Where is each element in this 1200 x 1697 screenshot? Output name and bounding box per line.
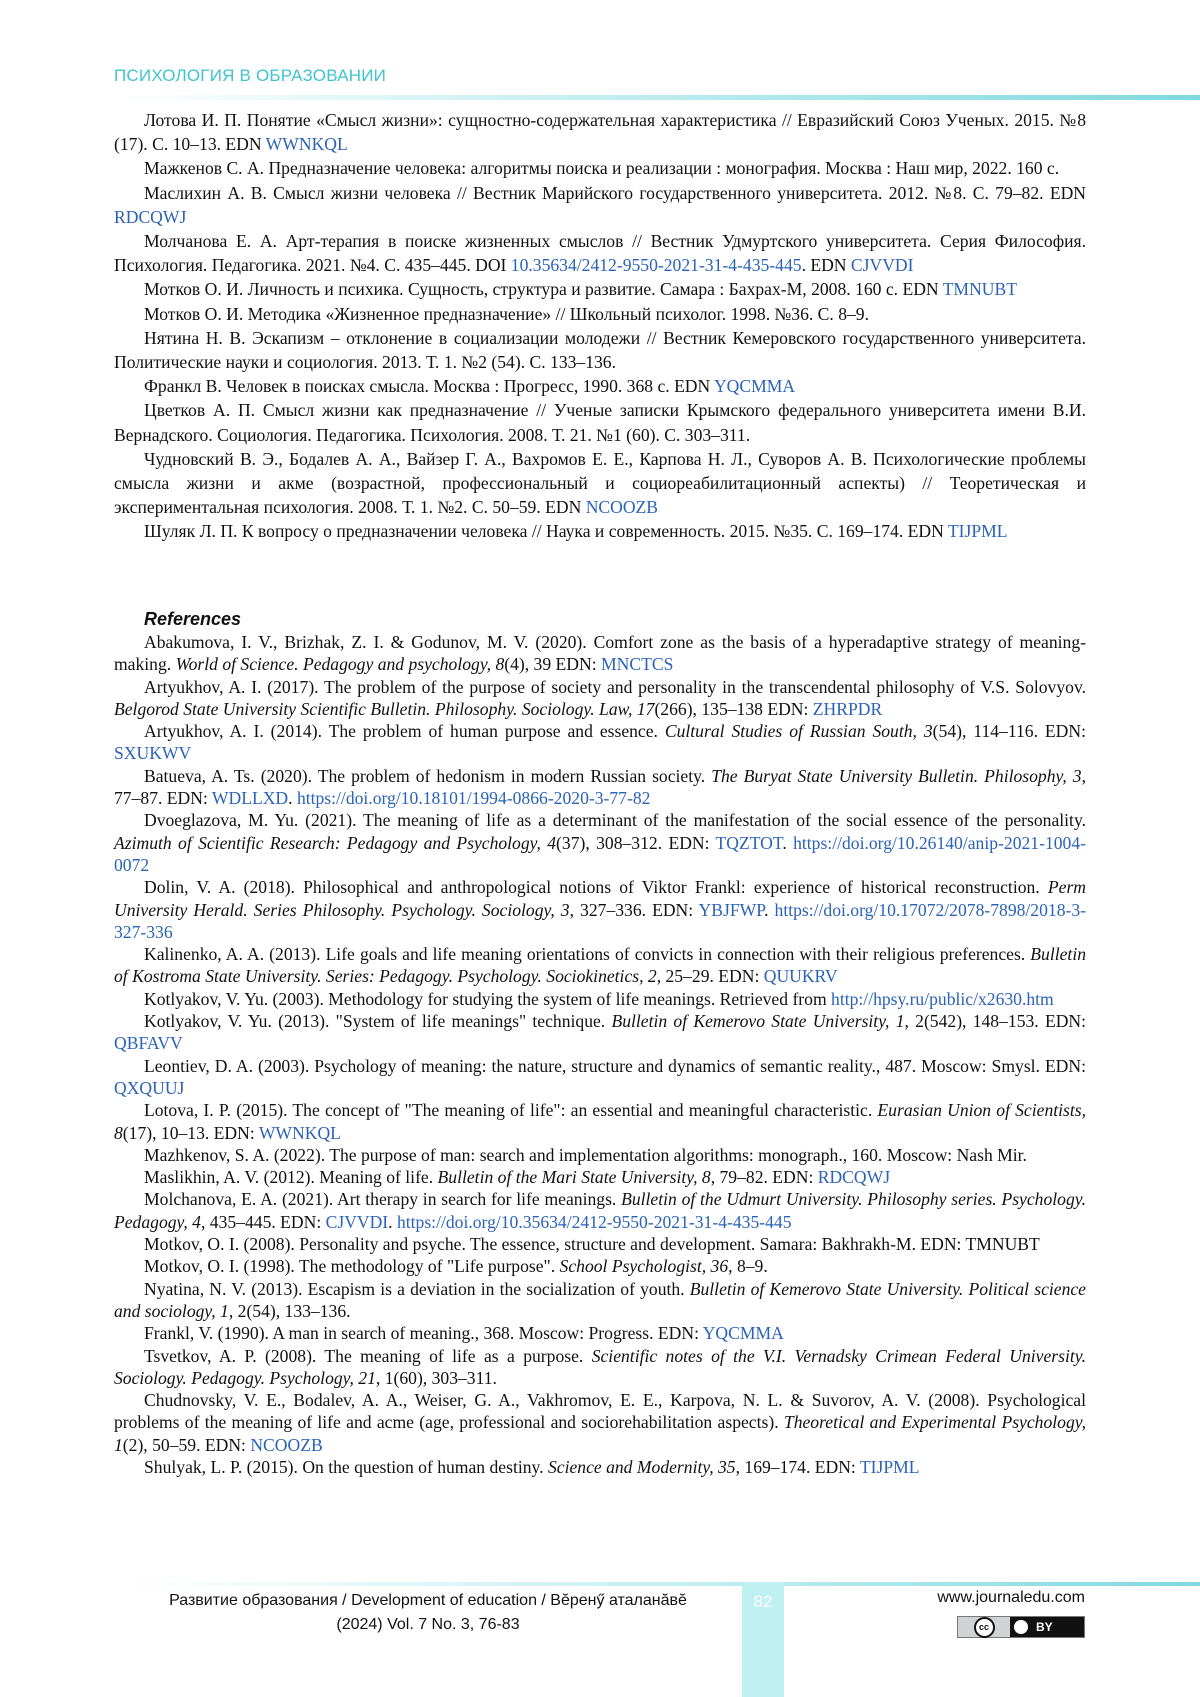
reference-entry bbox=[114, 1255, 1086, 1277]
reference-entry bbox=[114, 1278, 1086, 1323]
reference-text: , 435–445. EDN: bbox=[201, 1212, 326, 1232]
reference-link[interactable]: WWNKQL bbox=[266, 134, 348, 154]
reference-text: Mazhkenov, S. A. (2022). The purpose of man: search and implementation algorithms: monograph., 160. Moscow: Nash Mir. bbox=[144, 1145, 1027, 1165]
reference-source: School Psychologist, 36 bbox=[560, 1256, 729, 1276]
journal-name: Развитие образования / Development of education / Вĕренӳ аталанăвĕ bbox=[114, 1589, 742, 1613]
reference-entry bbox=[114, 181, 1086, 229]
reference-text: Kalinenko, A. A. (2013). Life goals and life meaning orientations of convicts in connection with their religious preferences. bbox=[144, 944, 1030, 964]
cc-by-license-badge[interactable] bbox=[957, 1616, 1085, 1638]
reference-link[interactable]: ZHRPDR bbox=[813, 699, 882, 719]
reference-entry bbox=[114, 988, 1086, 1010]
reference-link[interactable]: TMNUBT bbox=[943, 279, 1017, 299]
header-divider bbox=[114, 95, 1200, 100]
cc-icon: cc bbox=[974, 1617, 995, 1638]
reference-text: Motkov, O. I. (1998). The methodology of "Life purpose". bbox=[144, 1256, 560, 1276]
english-references bbox=[114, 607, 1086, 1478]
reference-link[interactable]: RDCQWJ bbox=[818, 1167, 890, 1187]
reference-text: Kotlyakov, V. Yu. (2003). Methodology for studying the system of life meanings. Retrieved from bbox=[144, 989, 831, 1009]
reference-text: Leontiev, D. A. (2003). Psychology of meaning: the nature, structure and dynamics of semantic reality., 487. Moscow: Smysl. EDN: bbox=[144, 1056, 1086, 1076]
reference-entry bbox=[114, 1099, 1086, 1144]
reference-text: Dolin, V. A. (2018). Philosophical and anthropological notions of Viktor Frankl: experience of historical reconstruction. bbox=[144, 877, 1048, 897]
reference-entry bbox=[114, 1345, 1086, 1390]
reference-text: . bbox=[288, 788, 297, 808]
reference-source: Bulletin of Kostroma State University. Series: Pedagogy. Psychology. Sociokinetics, 2 bbox=[114, 944, 1086, 986]
reference-entry bbox=[114, 398, 1086, 446]
reference-entry bbox=[114, 1456, 1086, 1478]
reference-source: World of Science. Pedagogy and psychology, 8 bbox=[176, 654, 505, 674]
reference-link[interactable]: TQZTOT bbox=[716, 833, 783, 853]
reference-link[interactable]: WDLLXD bbox=[212, 788, 288, 808]
reference-source: The Buryat State University Bulletin. Philosophy, 3 bbox=[711, 766, 1081, 786]
reference-source: Science and Modernity, 35 bbox=[548, 1457, 736, 1477]
reference-source: Theoretical and Experimental Psychology, 1 bbox=[114, 1412, 1086, 1454]
reference-link[interactable]: TIJPML bbox=[860, 1457, 920, 1477]
cc-logo bbox=[958, 1617, 1010, 1637]
reference-text: Франкл В. Человек в поисках смысла. Москва : Прогресс, 1990. 368 с. EDN bbox=[144, 376, 714, 396]
reference-source: Scientific notes of the V.I. Vernadsky Crimean Federal University. Sociology. Pedagogy. Psychology, 21 bbox=[114, 1346, 1086, 1388]
reference-entry bbox=[114, 374, 1086, 398]
reference-text: Artyukhov, A. I. (2017). The problem of the purpose of society and personality in the transcendental philosophy of V.S. Solovyov. bbox=[144, 677, 1086, 697]
reference-link[interactable]: NCOOZB bbox=[586, 497, 658, 517]
reference-text: , 2(542), 148–153. EDN: bbox=[905, 1011, 1087, 1031]
reference-text: Tsvetkov, A. P. (2008). The meaning of life as a purpose. bbox=[144, 1346, 592, 1366]
reference-text: , 2(54), 133–136. bbox=[229, 1301, 351, 1321]
reference-text: (4), 39 EDN: bbox=[504, 654, 601, 674]
reference-text: . bbox=[782, 833, 793, 853]
reference-text: Batueva, A. Ts. (2020). The problem of hedonism in modern Russian society. bbox=[144, 766, 711, 786]
reference-text: Artyukhov, A. I. (2014). The problem of human purpose and essence. bbox=[144, 721, 665, 741]
references-heading: References bbox=[144, 607, 1086, 631]
reference-entry bbox=[114, 1144, 1086, 1166]
reference-text: (2), 50–59. EDN: bbox=[123, 1435, 251, 1455]
reference-entry bbox=[114, 676, 1086, 721]
reference-text: Чудновский В. Э., Бодалев А. А., Вайзер Г. А., Вахромов Е. Е., Карпова Н. Л., Суворов А. В. Психологические проблемы смысла жизни и акме (возрастной, профессиональный и социореабилитационный аспекты) // Теоретическая и экспериментальная психология. 2008. Т. 1. №2. С. 50–59. EDN bbox=[114, 449, 1086, 517]
reference-link[interactable]: WWNKQL bbox=[259, 1123, 341, 1143]
reference-source: Eurasian Union of Scientists, 8 bbox=[114, 1100, 1086, 1142]
reference-text: Kotlyakov, V. Yu. (2013). "System of life meanings" technique. bbox=[144, 1011, 611, 1031]
reference-text: Lotova, I. P. (2015). The concept of "The meaning of life": an essential and meaningful characteristic. bbox=[144, 1100, 877, 1120]
reference-text: Nyatina, N. V. (2013). Escapism is a deviation in the socialization of youth. bbox=[144, 1279, 690, 1299]
reference-text: Maslikhin, A. V. (2012). Meaning of life. bbox=[144, 1167, 438, 1187]
reference-entry bbox=[114, 765, 1086, 810]
reference-entry bbox=[114, 809, 1086, 876]
section-title: ПСИХОЛОГИЯ В ОБРАЗОВАНИИ bbox=[114, 66, 386, 86]
reference-source: Cultural Studies of Russian South, 3 bbox=[665, 721, 933, 741]
reference-text: Мотков О. И. Методика «Жизненное предназначение» // Школьный психолог. 1998. №36. С. 8–9. bbox=[144, 304, 869, 324]
reference-link[interactable]: NCOOZB bbox=[250, 1435, 322, 1455]
reference-text: . bbox=[388, 1212, 397, 1232]
website-link[interactable]: www.journaledu.com bbox=[937, 1589, 1085, 1607]
reference-entry bbox=[114, 1233, 1086, 1255]
reference-source: Bulletin of Kemerovo State University, 1 bbox=[611, 1011, 904, 1031]
reference-entry bbox=[114, 229, 1086, 277]
reference-link[interactable]: http://hpsy.ru/public/x2630.htm bbox=[831, 989, 1054, 1009]
reference-text: Dvoeglazova, M. Yu. (2021). The meaning of life as a determinant of the manifestation of the social essence of the personality. bbox=[144, 810, 1086, 830]
doi-link[interactable]: https://doi.org/10.18101/1994-0866-2020-3-77-82 bbox=[297, 788, 651, 808]
reference-link[interactable]: QUUKRV bbox=[764, 966, 838, 986]
reference-entry bbox=[114, 277, 1086, 301]
reference-link[interactable]: 10.35634/2412-9550-2021-31-4-435-445 bbox=[511, 255, 802, 275]
reference-entry bbox=[114, 1322, 1086, 1344]
reference-source: Bulletin of the Udmurt University. Philosophy series. Psychology. Pedagogy, 4 bbox=[114, 1189, 1086, 1231]
reference-source: Bulletin of Kemerovo State University. Political science and sociology, 1 bbox=[114, 1279, 1086, 1321]
reference-link[interactable]: RDCQWJ bbox=[114, 207, 186, 227]
reference-text: . bbox=[764, 900, 774, 920]
reference-text: Molchanova, E. A. (2021). Art therapy in search for life meanings. bbox=[144, 1189, 621, 1209]
reference-entry bbox=[114, 519, 1086, 543]
reference-entry bbox=[114, 720, 1086, 765]
reference-entry bbox=[114, 1166, 1086, 1188]
reference-entry bbox=[114, 943, 1086, 988]
reference-link[interactable]: YQCMMA bbox=[703, 1323, 784, 1343]
reference-entry bbox=[114, 1389, 1086, 1456]
reference-source: Perm University Herald. Series Philosophy. Psychology. Sociology, 3 bbox=[114, 877, 1086, 919]
doi-link[interactable]: https://doi.org/10.35634/2412-9550-2021-31-4-435-445 bbox=[397, 1212, 792, 1232]
reference-text: , 25–29. EDN: bbox=[657, 966, 764, 986]
reference-text: Мотков О. И. Личность и психика. Сущность, структура и развитие. Самара : Бахрах-М, 2008. 160 с. EDN bbox=[144, 279, 943, 299]
reference-source: Belgorod State University Scientific Bulletin. Philosophy. Sociology. Law, 17 bbox=[114, 699, 654, 719]
reference-entry bbox=[114, 156, 1086, 180]
reference-text: Мажкенов С. А. Предназначение человека: алгоритмы поиска и реализации : монография. Москва : Наш мир, 2022. 160 с. bbox=[144, 158, 1059, 178]
reference-text: , 327–336. EDN: bbox=[570, 900, 699, 920]
reference-text: (17), 10–13. EDN: bbox=[123, 1123, 259, 1143]
reference-text: , 79–82. EDN: bbox=[711, 1167, 818, 1187]
reference-link[interactable]: MNCTCS bbox=[601, 654, 673, 674]
reference-entry bbox=[114, 1055, 1086, 1100]
reference-text: Motkov, O. I. (2008). Personality and psyche. The essence, structure and development. Samara: Bakhrakh-M. EDN: TMNUBT bbox=[144, 1234, 1040, 1254]
license-label: BY bbox=[1036, 1620, 1053, 1634]
reference-text: (37), 308–312. EDN: bbox=[556, 833, 716, 853]
reference-text: Shulyak, L. P. (2015). On the question of human destiny. bbox=[144, 1457, 548, 1477]
reference-entry bbox=[114, 1188, 1086, 1233]
reference-text: Цветков А. П. Смысл жизни как предназначение // Ученые записки Крымского федерального университета имени В.И. Вернадского. Социология. Педагогика. Психология. 2008. Т. 21. №1 (60). С. 303–311. bbox=[114, 400, 1086, 444]
journal-citation bbox=[114, 1589, 742, 1637]
reference-link[interactable]: CJVVDI bbox=[326, 1212, 389, 1232]
reference-link[interactable]: QBFAVV bbox=[114, 1033, 183, 1053]
reference-entry bbox=[114, 876, 1086, 943]
reference-text: , 77–87. EDN: bbox=[114, 766, 1086, 808]
reference-entry bbox=[114, 1010, 1086, 1055]
reference-text: Молчанова Е. А. Арт-терапия в поиске жизненных смыслов // Вестник Удмуртского университета. Серия Философия. Психология. Педагогика. 2021. №4. С. 435–445. DOI bbox=[114, 231, 1086, 275]
reference-link[interactable]: TIJPML bbox=[948, 521, 1008, 541]
reference-source: Azimuth of Scientific Research: Pedagogy and Psychology, 4 bbox=[114, 833, 556, 853]
reference-text: Frankl, V. (1990). A man in search of meaning., 368. Moscow: Progress. EDN: bbox=[144, 1323, 703, 1343]
reference-link[interactable]: CJVVDI bbox=[851, 255, 914, 275]
reference-entry bbox=[114, 326, 1086, 374]
reference-text: (54), 114–116. EDN: bbox=[933, 721, 1086, 741]
reference-entry bbox=[114, 108, 1086, 156]
russian-references bbox=[114, 108, 1086, 544]
reference-text: Шуляк Л. П. К вопросу о предназначении человека // Наука и современность. 2015. №35. С. 169–174. EDN bbox=[144, 521, 948, 541]
reference-entry bbox=[114, 447, 1086, 520]
reference-link[interactable]: SXUKWV bbox=[114, 743, 191, 763]
reference-text: . EDN bbox=[802, 255, 851, 275]
reference-link[interactable]: QXQUUJ bbox=[114, 1078, 184, 1098]
reference-text: Маслихин А. В. Смысл жизни человека // Вестник Марийского государственного университета. 2012. №8. С. 79–82. EDN bbox=[144, 183, 1086, 203]
reference-text: Лотова И. П. Понятие «Смысл жизни»: сущностно-содержательная характеристика // Евразийский Союз Ученых. 2015. №8 (17). С. 10–13. EDN bbox=[114, 110, 1086, 154]
reference-text: , 1(60), 303–311. bbox=[376, 1368, 497, 1388]
reference-text: Abakumova, I. V., Brizhak, Z. I. & Godunov, M. V. (2020). Comfort zone as the basis of a hyperadaptive strategy of meaning-making. bbox=[114, 632, 1086, 674]
page-number: 82 bbox=[742, 1592, 784, 1612]
doi-link[interactable]: https://doi.org/10.17072/2078-7898/2018-3-327-336 bbox=[114, 900, 1086, 942]
reference-link[interactable]: YQCMMA bbox=[714, 376, 795, 396]
journal-issue: (2024) Vol. 7 No. 3, 76-83 bbox=[114, 1613, 742, 1637]
attribution-person-icon bbox=[1014, 1620, 1028, 1634]
reference-link[interactable]: YBJFWP bbox=[699, 900, 765, 920]
reference-text: Нятина Н. В. Эскапизм – отклонение в социализации молодежи // Вестник Кемеровского государственного университета. Политические науки и социология. 2013. Т. 1. №2 (54). С. 133–136. bbox=[114, 328, 1086, 372]
reference-text: (266), 135–138 EDN: bbox=[654, 699, 812, 719]
reference-text: , 169–174. EDN: bbox=[736, 1457, 860, 1477]
reference-text: Chudnovsky, V. E., Bodalev, A. A., Weiser, G. A., Vakhromov, E. E., Karpova, N. L. & Suvorov, A. V. (2008). Psychological problems of the meaning of life and acme (age, professional and sociorehabilitation aspects). bbox=[114, 1390, 1086, 1432]
reference-source: Bulletin of the Mari State University, 8 bbox=[438, 1167, 711, 1187]
reference-text: , 8–9. bbox=[728, 1256, 768, 1276]
reference-entry bbox=[114, 631, 1086, 676]
doi-link[interactable]: https://doi.org/10.26140/anip-2021-1004-0072 bbox=[114, 833, 1086, 875]
footer-divider bbox=[114, 1582, 1200, 1586]
reference-entry bbox=[114, 302, 1086, 326]
